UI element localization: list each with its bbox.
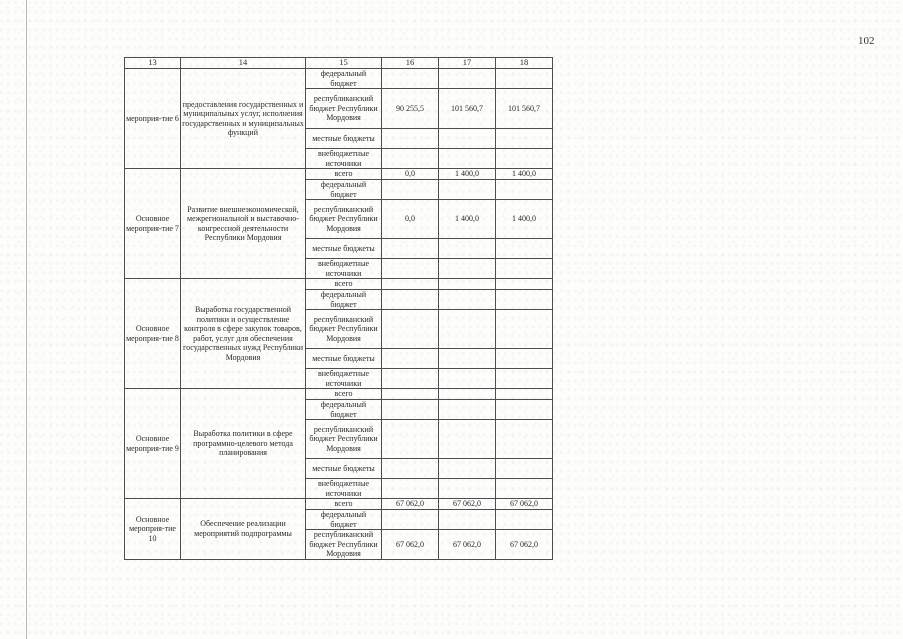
value-cell: 1 400,0	[439, 200, 496, 239]
measure-title-cell: предоставления государственных и муниципальных услуг, исполнения государственных и муниципальных функций	[181, 69, 306, 169]
value-cell	[382, 389, 439, 400]
table-header-row	[125, 58, 553, 69]
value-cell	[439, 310, 496, 349]
value-cell	[382, 69, 439, 89]
source-cell: федеральный бюджет	[306, 400, 382, 420]
value-cell: 67 062,0	[382, 499, 439, 510]
value-cell	[382, 259, 439, 279]
source-cell: федеральный бюджет	[306, 180, 382, 200]
value-cell	[439, 290, 496, 310]
table-row	[125, 69, 553, 89]
value-cell	[496, 310, 553, 349]
measure-title-cell: Выработка государственной политики и осуществление контроля в сфере закупок товаров, работ, услуг для обеспечения государственных нужд Республики Мордовия	[181, 279, 306, 389]
value-cell	[382, 420, 439, 459]
source-cell: республиканский бюджет Республики Мордовия	[306, 200, 382, 239]
value-cell	[496, 479, 553, 499]
value-cell	[439, 239, 496, 259]
measure-title-cell: Выработка политики в сфере программно-целевого метода планирования	[181, 389, 306, 499]
measure-cell: Основное мероприя-тие 8	[125, 279, 181, 389]
source-cell: местные бюджеты	[306, 349, 382, 369]
value-cell	[439, 149, 496, 169]
table-row	[125, 169, 553, 180]
value-cell	[439, 389, 496, 400]
value-cell	[439, 69, 496, 89]
value-cell	[496, 149, 553, 169]
value-cell	[382, 279, 439, 290]
value-cell	[496, 349, 553, 369]
value-cell: 67 062,0	[439, 499, 496, 510]
value-cell: 1 400,0	[439, 169, 496, 180]
source-cell: всего	[306, 169, 382, 180]
value-cell	[439, 510, 496, 530]
table-row	[125, 499, 553, 510]
source-cell: внебюджетные источники	[306, 149, 382, 169]
value-cell: 67 062,0	[496, 499, 553, 510]
value-cell	[439, 180, 496, 200]
value-cell	[496, 459, 553, 479]
value-cell: 67 062,0	[439, 530, 496, 560]
value-cell	[496, 290, 553, 310]
value-cell: 1 400,0	[496, 169, 553, 180]
source-cell: всего	[306, 279, 382, 290]
value-cell	[439, 400, 496, 420]
value-cell	[439, 369, 496, 389]
value-cell	[382, 149, 439, 169]
source-cell: федеральный бюджет	[306, 69, 382, 89]
source-cell: местные бюджеты	[306, 239, 382, 259]
source-cell: внебюджетные источники	[306, 479, 382, 499]
value-cell	[439, 129, 496, 149]
header-cell: 13	[125, 58, 181, 69]
value-cell	[382, 310, 439, 349]
value-cell	[496, 69, 553, 89]
value-cell	[382, 369, 439, 389]
value-cell	[439, 479, 496, 499]
header-cell: 15	[306, 58, 382, 69]
source-cell: республиканский бюджет Республики Мордовия	[306, 89, 382, 129]
source-cell: внебюджетные источники	[306, 259, 382, 279]
value-cell	[382, 239, 439, 259]
source-cell: республиканский бюджет Республики Мордовия	[306, 310, 382, 349]
table-row	[125, 389, 553, 400]
value-cell	[496, 510, 553, 530]
page-number: 102	[858, 35, 875, 47]
measure-cell: Основное мероприя-тие 9	[125, 389, 181, 499]
value-cell	[496, 400, 553, 420]
value-cell: 1 400,0	[496, 200, 553, 239]
value-cell	[382, 510, 439, 530]
source-cell: всего	[306, 389, 382, 400]
value-cell	[496, 420, 553, 459]
value-cell	[439, 349, 496, 369]
value-cell	[382, 459, 439, 479]
value-cell	[496, 389, 553, 400]
value-cell: 101 560,7	[439, 89, 496, 129]
source-cell: федеральный бюджет	[306, 290, 382, 310]
source-cell: республиканский бюджет Республики Мордовия	[306, 420, 382, 459]
value-cell	[382, 180, 439, 200]
header-cell: 18	[496, 58, 553, 69]
value-cell	[439, 420, 496, 459]
value-cell	[496, 239, 553, 259]
source-cell: местные бюджеты	[306, 459, 382, 479]
value-cell: 90 255,5	[382, 89, 439, 129]
source-cell: местные бюджеты	[306, 129, 382, 149]
value-cell	[496, 180, 553, 200]
table-row	[125, 279, 553, 290]
source-cell: республиканский бюджет Республики Мордовия	[306, 530, 382, 560]
value-cell: 0,0	[382, 169, 439, 180]
value-cell: 67 062,0	[496, 530, 553, 560]
value-cell	[382, 290, 439, 310]
measure-title-cell: Обеспечение реализации мероприятий подпрограммы	[181, 499, 306, 560]
value-cell	[439, 259, 496, 279]
value-cell	[382, 349, 439, 369]
value-cell: 67 062,0	[382, 530, 439, 560]
value-cell	[496, 279, 553, 290]
value-cell: 101 560,7	[496, 89, 553, 129]
budget-table	[124, 57, 553, 560]
value-cell	[439, 279, 496, 290]
header-cell: 16	[382, 58, 439, 69]
value-cell	[382, 400, 439, 420]
value-cell	[496, 369, 553, 389]
value-cell	[496, 259, 553, 279]
measure-cell: Основное мероприя-тие 7	[125, 169, 181, 279]
value-cell	[496, 129, 553, 149]
measure-title-cell: Развитие внешнеэкономической, межрегиональной и выставочно-конгрессной деятельности Республики Мордовия	[181, 169, 306, 279]
header-cell: 17	[439, 58, 496, 69]
measure-cell: мероприя-тие 6	[125, 69, 181, 169]
scan-margin-line	[26, 0, 27, 639]
value-cell: 0,0	[382, 200, 439, 239]
measure-cell: Основное мероприя-тие 10	[125, 499, 181, 560]
value-cell	[382, 129, 439, 149]
source-cell: внебюджетные источники	[306, 369, 382, 389]
value-cell	[382, 479, 439, 499]
header-cell: 14	[181, 58, 306, 69]
value-cell	[439, 459, 496, 479]
source-cell: федеральный бюджет	[306, 510, 382, 530]
source-cell: всего	[306, 499, 382, 510]
